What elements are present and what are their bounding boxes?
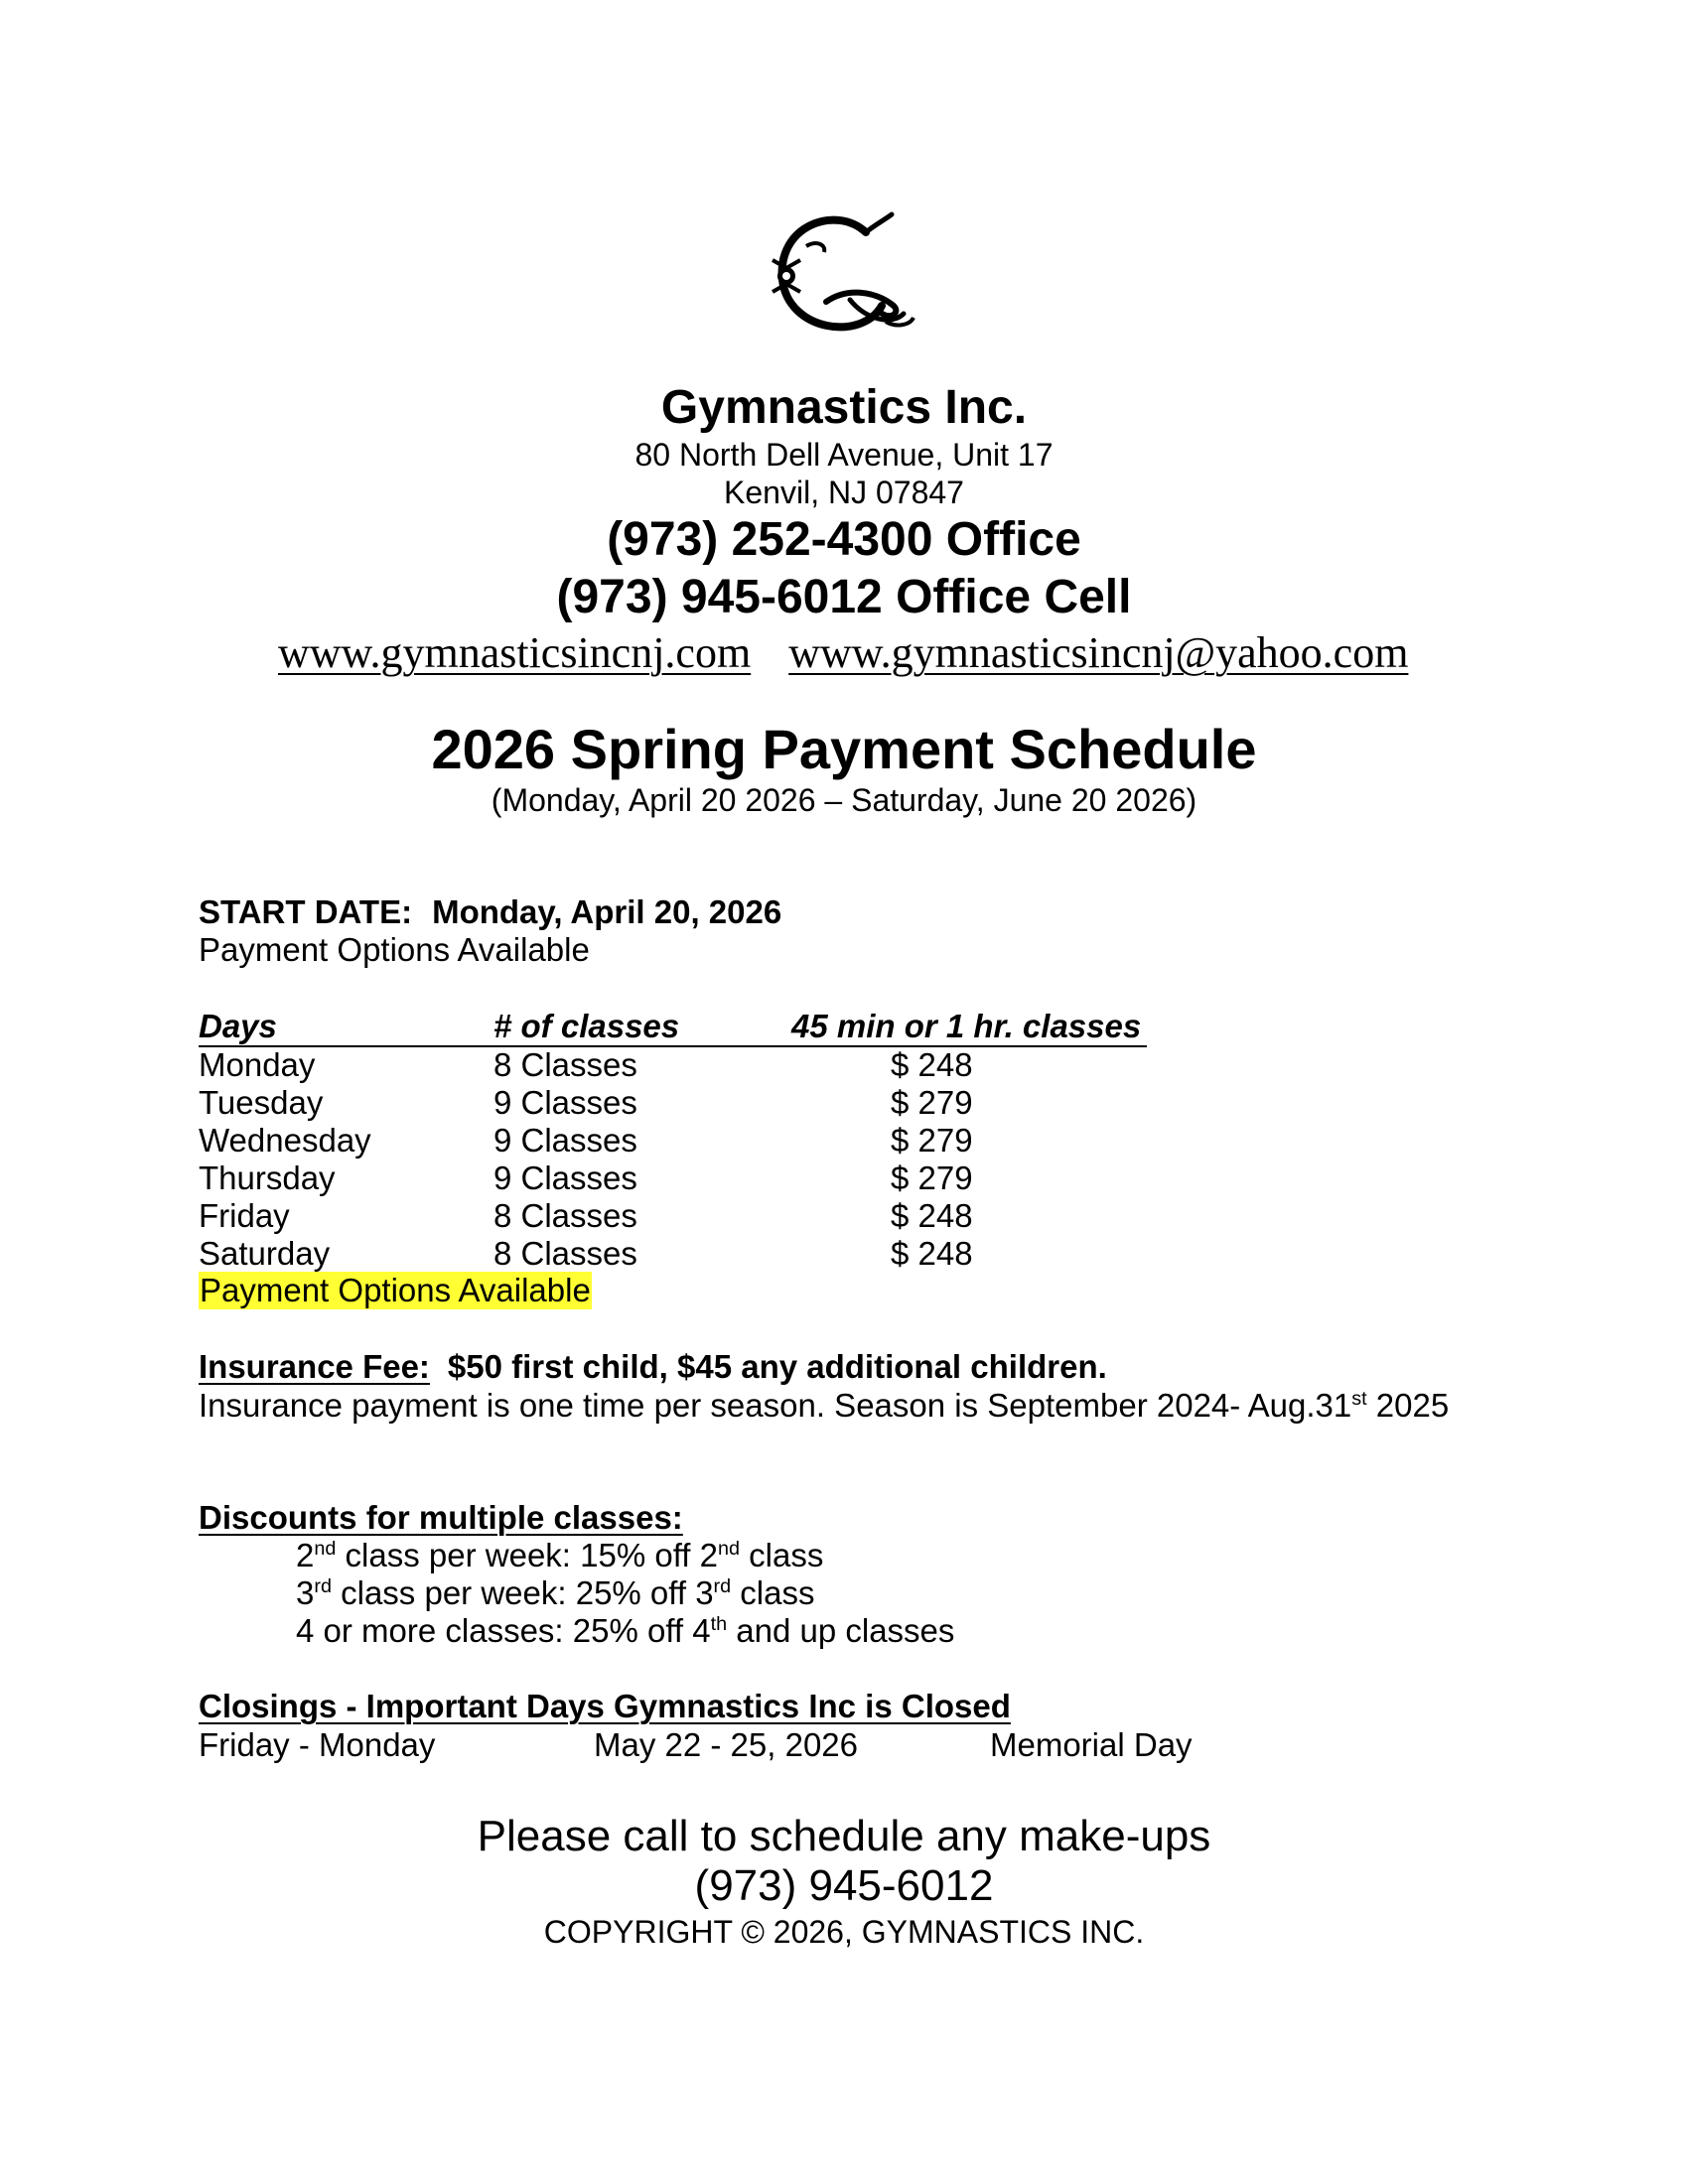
copyright: COPYRIGHT © 2026, GYMNASTICS INC.: [543, 1914, 1145, 1950]
table-header-days: Days: [199, 1008, 277, 1044]
web-links: [278, 627, 1408, 678]
discount-sup: rd: [713, 1575, 732, 1597]
insurance-fee-label: Insurance Fee:: [199, 1348, 430, 1385]
makeup-note: Please call to schedule any make-ups: [477, 1812, 1211, 1860]
table-row: [0, 1235, 1688, 1273]
insurance-note-year: 2025: [1366, 1387, 1450, 1424]
schedule-date-range: (Monday, April 20 2026 – Saturday, June 20 2026): [491, 782, 1197, 818]
discount-line: [296, 1537, 823, 1574]
office-phone: (973) 252-4300 Office: [607, 513, 1081, 566]
company-logo: [767, 210, 921, 340]
discount-text: class: [739, 1537, 824, 1573]
row-classes: 9 Classes: [493, 1160, 637, 1196]
closing-holiday: Memorial Day: [990, 1726, 1193, 1763]
website-link[interactable]: www.gymnasticsincnj.com: [278, 628, 752, 677]
row-classes: 8 Classes: [493, 1046, 637, 1083]
row-classes: 8 Classes: [493, 1235, 637, 1272]
company-name: Gymnastics Inc.: [660, 381, 1028, 434]
discounts-heading: Discounts for multiple classes:: [199, 1499, 683, 1536]
row-price: $ 279: [891, 1160, 973, 1196]
row-day: Thursday: [199, 1160, 336, 1196]
row-price: $ 248: [891, 1046, 973, 1083]
discount-sup: nd: [314, 1538, 337, 1560]
row-day: Wednesday: [199, 1122, 371, 1159]
row-classes: 8 Classes: [493, 1197, 637, 1234]
start-date-label: START DATE:: [199, 893, 413, 930]
row-price: $ 248: [891, 1197, 973, 1234]
insurance-note-text: Insurance payment is one time per season. Season is September 2024- Aug.31: [199, 1387, 1352, 1424]
row-classes: 9 Classes: [493, 1122, 637, 1159]
closing-days: Friday - Monday: [199, 1726, 436, 1763]
table-row: [0, 1084, 1688, 1122]
discount-text: class: [731, 1574, 815, 1611]
row-price: $ 279: [891, 1084, 973, 1121]
email-link[interactable]: www.gymnasticsincnj@yahoo.com: [788, 628, 1409, 677]
payment-options-highlight: Payment Options Available: [200, 1272, 591, 1308]
makeup-phone: (973) 945-6012: [694, 1861, 994, 1910]
row-day: Friday: [199, 1197, 290, 1234]
row-day: Tuesday: [199, 1084, 324, 1121]
discount-text: class per week: 15% off 2: [336, 1537, 718, 1573]
address-line-2: Kenvil, NJ 07847: [724, 475, 964, 510]
discount-text: 4 or more classes: 25% off 4: [296, 1612, 711, 1649]
table-header-classes: # of classes: [493, 1008, 680, 1044]
row-day: Saturday: [199, 1235, 331, 1272]
discount-sup: nd: [717, 1538, 740, 1560]
table-row: [0, 1197, 1688, 1235]
start-date: [199, 893, 781, 931]
table-row: [0, 1046, 1688, 1084]
discount-text: 3: [296, 1574, 315, 1611]
office-cell-phone: (973) 945-6012 Office Cell: [556, 571, 1132, 623]
payment-options-note: Payment Options Available: [199, 931, 590, 968]
closings-heading: Closings - Important Days Gymnastics Inc is Closed: [199, 1688, 1011, 1724]
row-price: $ 279: [891, 1122, 973, 1159]
table-row: [0, 1160, 1688, 1197]
discount-text: and up classes: [727, 1612, 955, 1649]
discount-line: [296, 1574, 815, 1612]
row-day: Monday: [199, 1046, 316, 1083]
address-line-1: 80 North Dell Avenue, Unit 17: [634, 437, 1054, 473]
row-price: $ 248: [891, 1235, 973, 1272]
discount-text: class per week: 25% off 3: [331, 1574, 714, 1611]
row-classes: 9 Classes: [493, 1084, 637, 1121]
discount-sup: rd: [314, 1575, 332, 1597]
discount-text: 2: [296, 1537, 315, 1573]
insurance-fee: [199, 1348, 1107, 1386]
start-date-value: Monday, April 20, 2026: [432, 893, 782, 930]
discount-sup: th: [710, 1613, 728, 1635]
schedule-title: 2026 Spring Payment Schedule: [431, 718, 1257, 780]
insurance-fee-value: $50 first child, $45 any additional children.: [447, 1348, 1107, 1385]
table-header-price: 45 min or 1 hr. classes: [791, 1008, 1142, 1044]
discount-line: [296, 1612, 954, 1650]
insurance-note: [199, 1387, 1449, 1425]
table-row: [0, 1122, 1688, 1160]
insurance-note-sup: st: [1351, 1388, 1367, 1410]
closing-dates: May 22 - 25, 2026: [594, 1726, 858, 1763]
